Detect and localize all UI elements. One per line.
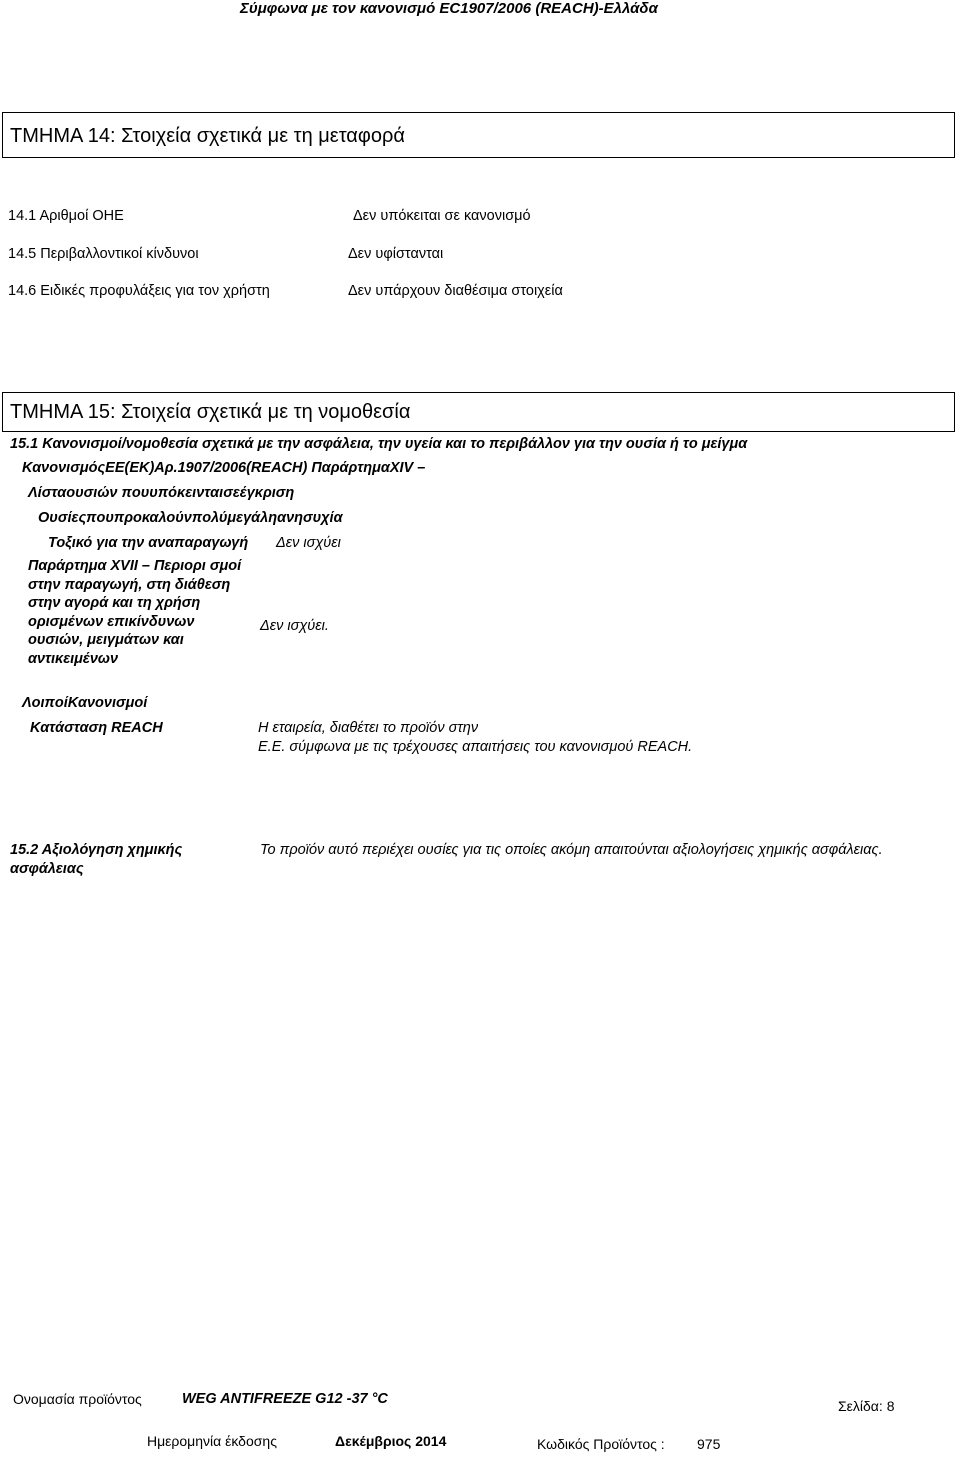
subsection-15-2-label: 15.2 Αξιολόγηση χημικής ασφάλειας: [10, 842, 183, 877]
candidate-list-heading: Λίσταουσιών πουυπόκεινταισεέγκριση: [28, 485, 295, 501]
environmental-hazards-value: Δεν υφίστανται: [348, 246, 444, 262]
page-label-text: Σελίδα:: [838, 1398, 883, 1414]
page-number: 8: [886, 1398, 895, 1414]
user-precautions-value: Δεν υπάρχουν διαθέσιμα στοιχεία: [348, 283, 563, 299]
product-code-value: 975: [697, 1436, 721, 1452]
page-label: [838, 1398, 894, 1414]
page-header: Σύμφωνα με τον κανονισμό EC1907/2006 (REACH)-Ελλάδα: [240, 0, 658, 17]
other-regulations-heading: ΛοιποίΚανονισμοί: [22, 695, 148, 711]
section-14-title: ΤΜΗΜΑ 14: Στοιχεία σχετικά με τη μεταφορά: [10, 125, 405, 147]
svhc-heading: Ουσίεςπουπροκαλούνπολύμεγάληανησυχία: [38, 510, 343, 526]
reprotoxic-label: Τοξικό για την αναπαραγωγή: [48, 535, 249, 551]
un-number-value: Δεν υπόκειται σε κανονισμό: [353, 208, 531, 224]
subsection-15-1-heading: 15.1 Κανονισμοί/νομοθεσία σχετικά με την ασφάλεια, την υγεία και το περιβάλλον για την ουσία ή το μείγμα: [10, 436, 748, 452]
product-name-label: Ονομασία προϊόντος: [13, 1391, 142, 1407]
product-code-label: Κωδικός Προϊόντος :: [537, 1436, 665, 1452]
reach-status-value-line2: Ε.Ε. σύμφωνα με τις τρέχουσες απαιτήσεις του κανονισμού REACH.: [258, 739, 693, 755]
reprotoxic-value: Δεν ισχύει: [276, 535, 341, 551]
issue-date-label: Ημερομηνία έκδοσης: [147, 1433, 277, 1449]
section-15-title: ΤΜΗΜΑ 15: Στοιχεία σχετικά με τη νομοθεσία: [10, 401, 411, 423]
environmental-hazards-label: 14.5 Περιβαλλοντικοί κίνδυνοι: [8, 246, 199, 262]
reach-status-value-line1: Η εταιρεία, διαθέτει το προϊόν στην: [258, 720, 479, 736]
un-number-label: 14.1 Αριθμοί ΟΗΕ: [8, 208, 124, 224]
issue-date-value: Δεκέμβριος 2014: [335, 1433, 447, 1449]
reach-status-label: Κατάσταση REACH: [30, 720, 163, 736]
reach-regulation-line: ΚανονισμόςΕΕ(ΕΚ)Αρ.1907/2006(REACH) ΠαράρτημαXIV –: [22, 460, 426, 476]
annex-17-value: Δεν ισχύει.: [260, 618, 329, 634]
user-precautions-label: 14.6 Ειδικές προφυλάξεις για τον χρήστη: [8, 283, 270, 299]
product-name-value: WEG ANTIFREEZE G12 -37 °C: [182, 1391, 388, 1407]
subsection-15-2-value: Το προϊόν αυτό περιέχει ουσίες για τις οποίες ακόμη απαιτούνται αξιολογήσεις χημικής ασφάλειας.: [260, 842, 883, 858]
section-14-box: [2, 112, 955, 158]
annex-17-label: Παράρτημα XVII – Περιορι σμοί στην παραγωγή, στη διάθεση στην αγορά και τη χρήση ορισμένων επικίνδυνων ουσιών, μειγμάτων και αντικειμένων: [28, 558, 242, 667]
section-15-box: [2, 392, 955, 432]
